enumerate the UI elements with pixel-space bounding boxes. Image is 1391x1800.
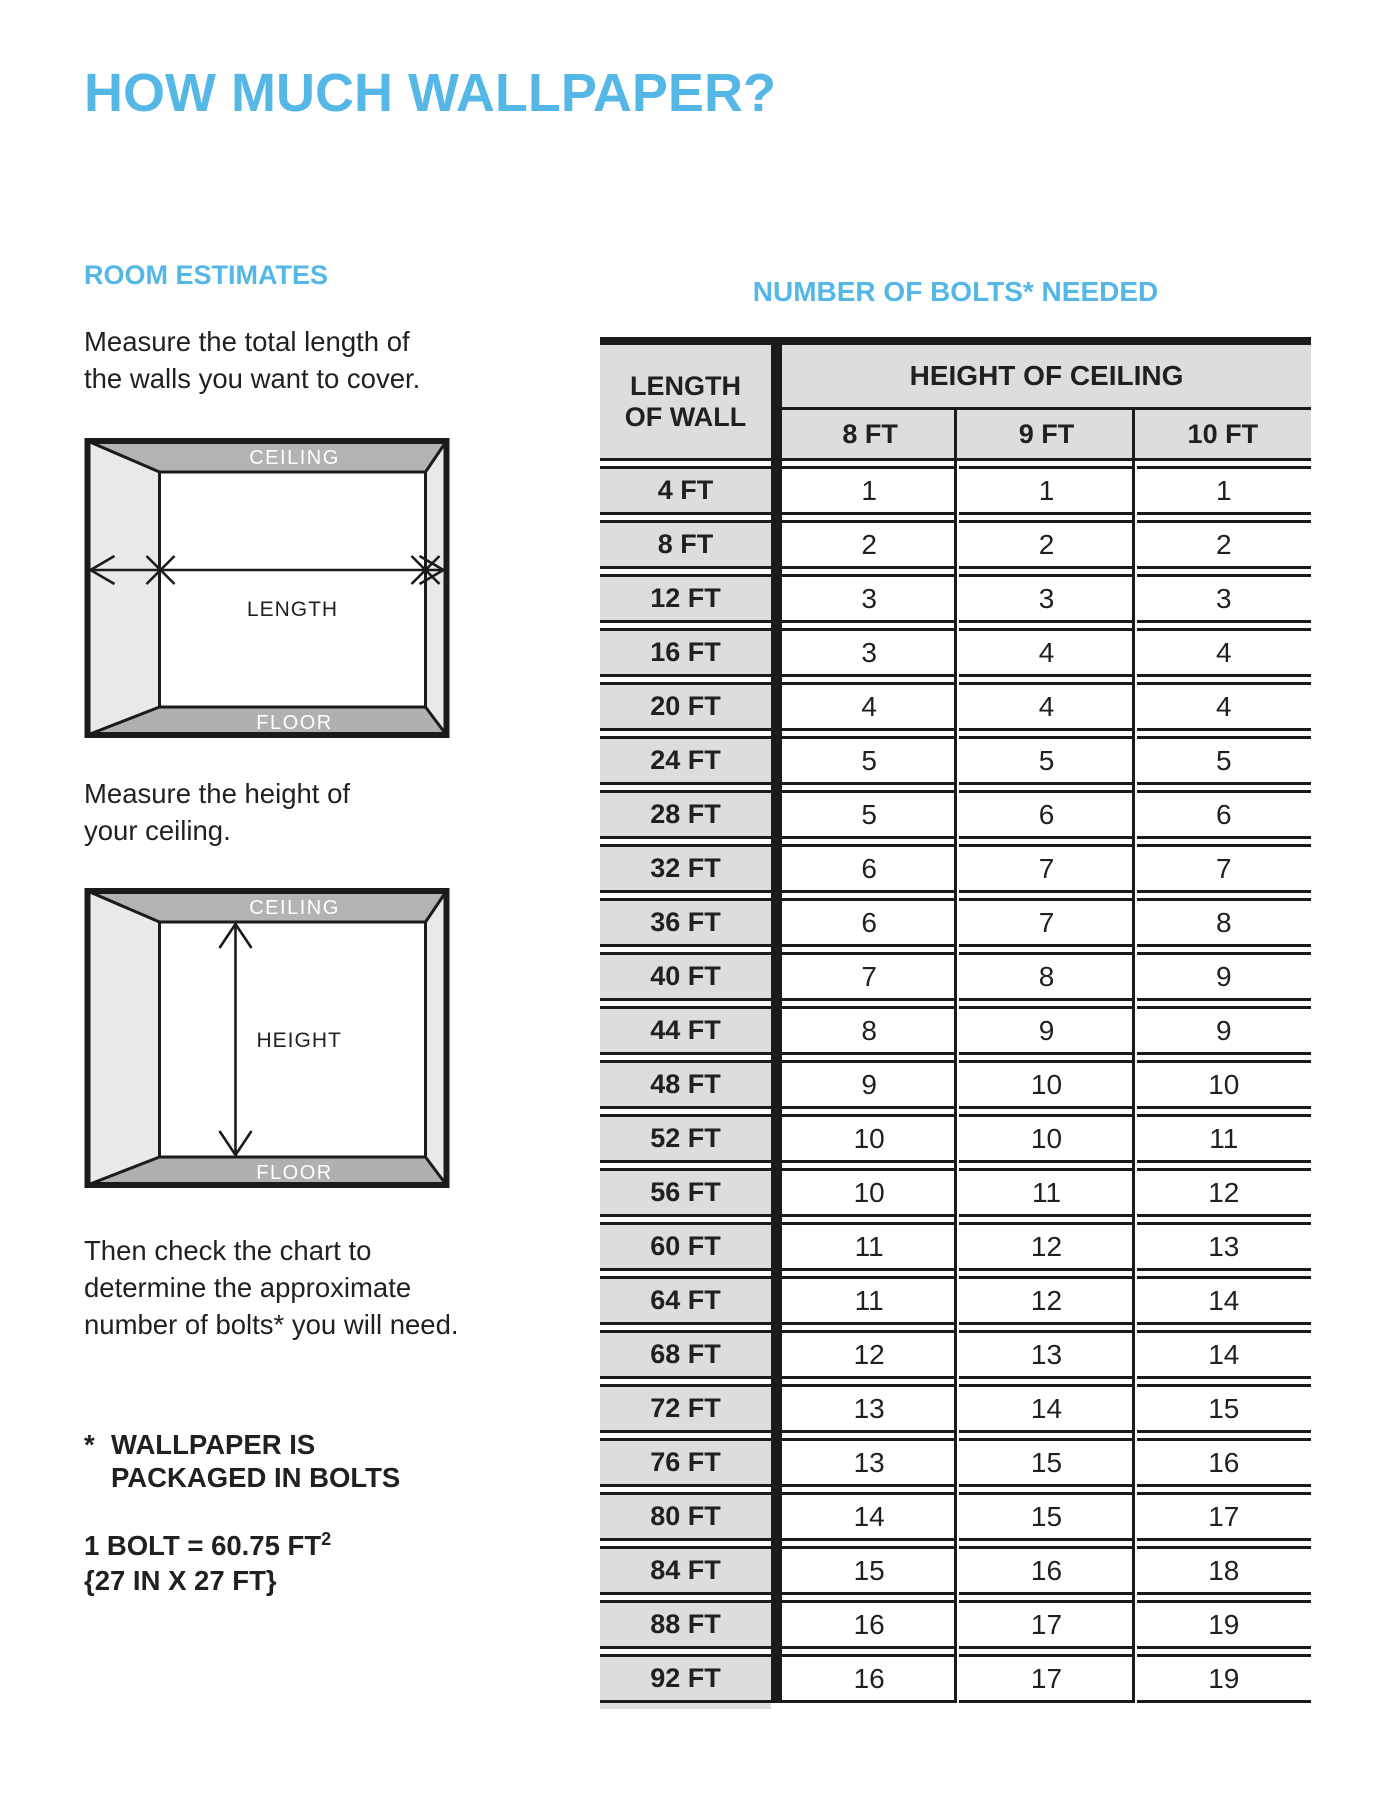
column-header-length-of-wall bbox=[600, 345, 771, 461]
bolt-count-cell: 12 bbox=[782, 1330, 956, 1379]
bolt-count-cell: 6 bbox=[782, 898, 956, 947]
bolt-count-cell: 7 bbox=[1137, 844, 1311, 893]
bolt-count-cell: 13 bbox=[782, 1384, 956, 1433]
height-label: HEIGHT bbox=[256, 1029, 342, 1052]
bolt-count-cell: 13 bbox=[959, 1330, 1133, 1379]
row-label-wall-length: 88 FT bbox=[600, 1600, 771, 1649]
table-footer-gray-tab bbox=[600, 1703, 771, 1709]
bolt-count-cell: 1 bbox=[1137, 466, 1311, 515]
bolt-count-cell: 12 bbox=[1137, 1168, 1311, 1217]
bolt-count-cell: 15 bbox=[782, 1546, 956, 1595]
instruction-line: number of bolts* you will need. bbox=[84, 1309, 459, 1340]
bolt-count-cell: 13 bbox=[1137, 1222, 1311, 1271]
bolt-count-cell: 3 bbox=[782, 574, 956, 623]
row-label-wall-length: 4 FT bbox=[600, 466, 771, 515]
bolt-count-cell: 2 bbox=[959, 520, 1133, 569]
bolt-count-cell: 10 bbox=[959, 1114, 1133, 1163]
row-label-wall-length: 28 FT bbox=[600, 790, 771, 839]
bolt-count-cell: 4 bbox=[1137, 682, 1311, 731]
group-header-height-of-ceiling: HEIGHT OF CEILING bbox=[782, 345, 1311, 410]
section-heading-room-estimates: ROOM ESTIMATES bbox=[84, 260, 329, 290]
bolt-count-cell: 11 bbox=[959, 1168, 1133, 1217]
bolt-count-cell: 9 bbox=[1137, 1006, 1311, 1055]
column-divider bbox=[954, 410, 957, 1703]
footnote-line: PACKAGED IN BOLTS bbox=[111, 1462, 401, 1493]
footnote-line: WALLPAPER IS bbox=[111, 1429, 316, 1460]
instruction-line: your ceiling. bbox=[84, 815, 231, 846]
row-label-wall-length: 24 FT bbox=[600, 736, 771, 785]
bolt-count-cell: 4 bbox=[782, 682, 956, 731]
bolt-count-cell: 1 bbox=[782, 466, 956, 515]
row-label-wall-length: 40 FT bbox=[600, 952, 771, 1001]
bolt-count-cell: 11 bbox=[782, 1222, 956, 1271]
bolt-count-cell: 14 bbox=[959, 1384, 1133, 1433]
bolt-count-cell: 8 bbox=[959, 952, 1133, 1001]
bolt-count-cell: 6 bbox=[782, 844, 956, 893]
right-wall-face bbox=[426, 441, 447, 735]
column-header-8ft: 8 FT bbox=[842, 418, 898, 449]
bolt-count-cell: 15 bbox=[1137, 1384, 1311, 1433]
bolt-count-cell: 8 bbox=[782, 1006, 956, 1055]
sub-header-row bbox=[782, 410, 1311, 461]
bolt-count-cell: 6 bbox=[959, 790, 1133, 839]
bolt-count-cell: 17 bbox=[959, 1654, 1133, 1703]
asterisk: * bbox=[84, 1429, 95, 1460]
bolt-count-cell: 15 bbox=[959, 1438, 1133, 1487]
row-label-wall-length: 56 FT bbox=[600, 1168, 771, 1217]
bolt-count-cell: 19 bbox=[1137, 1600, 1311, 1649]
bolt-count-cell: 10 bbox=[782, 1168, 956, 1217]
bolt-count-cell: 11 bbox=[1137, 1114, 1311, 1163]
bolt-equation: 1 BOLT = 60.75 $FT^2$ bbox=[84, 1529, 332, 1562]
row-label-wall-length: 80 FT bbox=[600, 1492, 771, 1541]
column-divider bbox=[1132, 410, 1135, 1703]
right-wall-face bbox=[426, 891, 447, 1185]
bolt-count-cell: 16 bbox=[782, 1654, 956, 1703]
bolt-count-cell: 7 bbox=[959, 898, 1133, 947]
bolt-count-cell: 10 bbox=[782, 1114, 956, 1163]
bolt-count-cell: 2 bbox=[1137, 520, 1311, 569]
bolt-count-cell: 4 bbox=[959, 628, 1133, 677]
bolt-count-cell: 17 bbox=[1137, 1492, 1311, 1541]
bolt-count-cell: 3 bbox=[1137, 574, 1311, 623]
bolt-count-cell: 17 bbox=[959, 1600, 1133, 1649]
row-label-wall-length: 32 FT bbox=[600, 844, 771, 893]
bolt-count-cell: 4 bbox=[1137, 628, 1311, 677]
row-label-wall-length: 48 FT bbox=[600, 1060, 771, 1109]
bolts-table bbox=[600, 337, 1311, 1709]
bolt-count-cell: 5 bbox=[782, 736, 956, 785]
bolt-count-cell: 16 bbox=[782, 1600, 956, 1649]
row-label-wall-length: 60 FT bbox=[600, 1222, 771, 1271]
instruction-line: the walls you want to cover. bbox=[84, 363, 421, 394]
row-label-wall-length: 16 FT bbox=[600, 628, 771, 677]
bolt-count-cell: 10 bbox=[1137, 1060, 1311, 1109]
instruction-line: Measure the total length of bbox=[84, 326, 410, 357]
row-label-wall-length: 84 FT bbox=[600, 1546, 771, 1595]
bolt-count-cell: 10 bbox=[959, 1060, 1133, 1109]
bolt-count-cell: 16 bbox=[1137, 1438, 1311, 1487]
column-divider-thick bbox=[771, 345, 782, 1703]
bolt-count-cell: 4 bbox=[959, 682, 1133, 731]
column-header-9ft: 9 FT bbox=[1018, 418, 1075, 449]
bolt-count-cell: 3 bbox=[959, 574, 1133, 623]
row-label-wall-length: 76 FT bbox=[600, 1438, 771, 1487]
bolt-count-cell: 11 bbox=[782, 1276, 956, 1325]
instruction-line: Measure the height of bbox=[84, 778, 351, 809]
bolt-size-info bbox=[84, 1522, 331, 1598]
bolt-count-cell: 7 bbox=[959, 844, 1133, 893]
bolt-count-cell: 9 bbox=[1137, 952, 1311, 1001]
bolt-count-cell: 12 bbox=[959, 1222, 1133, 1271]
bolt-count-cell: 7 bbox=[782, 952, 956, 1001]
row-label-wall-length: 64 FT bbox=[600, 1276, 771, 1325]
bolt-count-cell: 9 bbox=[782, 1060, 956, 1109]
bolt-dimensions: {27 IN X 27 FT} bbox=[84, 1565, 277, 1597]
row-label-wall-length: 44 FT bbox=[600, 1006, 771, 1055]
instruction-line: determine the approximate bbox=[84, 1272, 412, 1303]
bolts-footnote bbox=[84, 1428, 400, 1494]
row-label-wall-length: 20 FT bbox=[600, 682, 771, 731]
column-header-10ft: 10 FT bbox=[1187, 418, 1259, 449]
room-height-diagram bbox=[84, 888, 450, 1193]
bolt-count-cell: 3 bbox=[782, 628, 956, 677]
length-label: LENGTH bbox=[246, 598, 339, 621]
bolt-count-cell: 14 bbox=[1137, 1276, 1311, 1325]
bolt-count-cell: 1 bbox=[959, 466, 1133, 515]
superscript-2: 2 bbox=[321, 1529, 332, 1549]
ceiling-label: CEILING bbox=[249, 447, 340, 469]
bolt-count-cell: 15 bbox=[959, 1492, 1133, 1541]
floor-label: FLOOR bbox=[256, 712, 333, 734]
floor-label: FLOOR bbox=[256, 1162, 333, 1184]
instruction-measure-length bbox=[84, 323, 420, 397]
bolt-count-cell: 18 bbox=[1137, 1546, 1311, 1595]
instruction-measure-height bbox=[84, 775, 350, 849]
bolt-count-cell: 6 bbox=[1137, 790, 1311, 839]
row-label-wall-length: 72 FT bbox=[600, 1384, 771, 1433]
bolt-count-cell: 5 bbox=[959, 736, 1133, 785]
bolt-count-cell: 19 bbox=[1137, 1654, 1311, 1703]
table-heading: NUMBER OF BOLTS* NEEDED bbox=[752, 276, 1159, 307]
instruction-line: Then check the chart to bbox=[84, 1235, 372, 1266]
page-title: HOW MUCH WALLPAPER? bbox=[84, 63, 776, 123]
back-wall bbox=[160, 472, 426, 707]
left-wall-face bbox=[88, 891, 160, 1185]
bolt-count-cell: 16 bbox=[959, 1546, 1133, 1595]
header-line: OF WALL bbox=[624, 401, 747, 432]
bolt-count-cell: 14 bbox=[782, 1492, 956, 1541]
bolt-count-cell: 14 bbox=[1137, 1330, 1311, 1379]
bolt-count-cell: 5 bbox=[782, 790, 956, 839]
row-label-wall-length: 36 FT bbox=[600, 898, 771, 947]
row-label-wall-length: 8 FT bbox=[600, 520, 771, 569]
row-label-wall-length: 92 FT bbox=[600, 1654, 771, 1703]
table-top-border bbox=[600, 337, 1311, 345]
left-wall-face bbox=[88, 441, 160, 735]
bolt-count-cell: 12 bbox=[959, 1276, 1133, 1325]
bolt-count-cell: 13 bbox=[782, 1438, 956, 1487]
bolt-count-cell: 5 bbox=[1137, 736, 1311, 785]
bolt-count-cell: 9 bbox=[959, 1006, 1133, 1055]
row-label-wall-length: 52 FT bbox=[600, 1114, 771, 1163]
ceiling-label: CEILING bbox=[249, 897, 340, 919]
bolt-count-cell: 8 bbox=[1137, 898, 1311, 947]
room-length-diagram bbox=[84, 438, 450, 743]
instruction-check-chart bbox=[84, 1232, 459, 1343]
header-line: LENGTH bbox=[630, 370, 741, 401]
row-label-wall-length: 68 FT bbox=[600, 1330, 771, 1379]
row-label-wall-length: 12 FT bbox=[600, 574, 771, 623]
bolt-count-cell: 2 bbox=[782, 520, 956, 569]
